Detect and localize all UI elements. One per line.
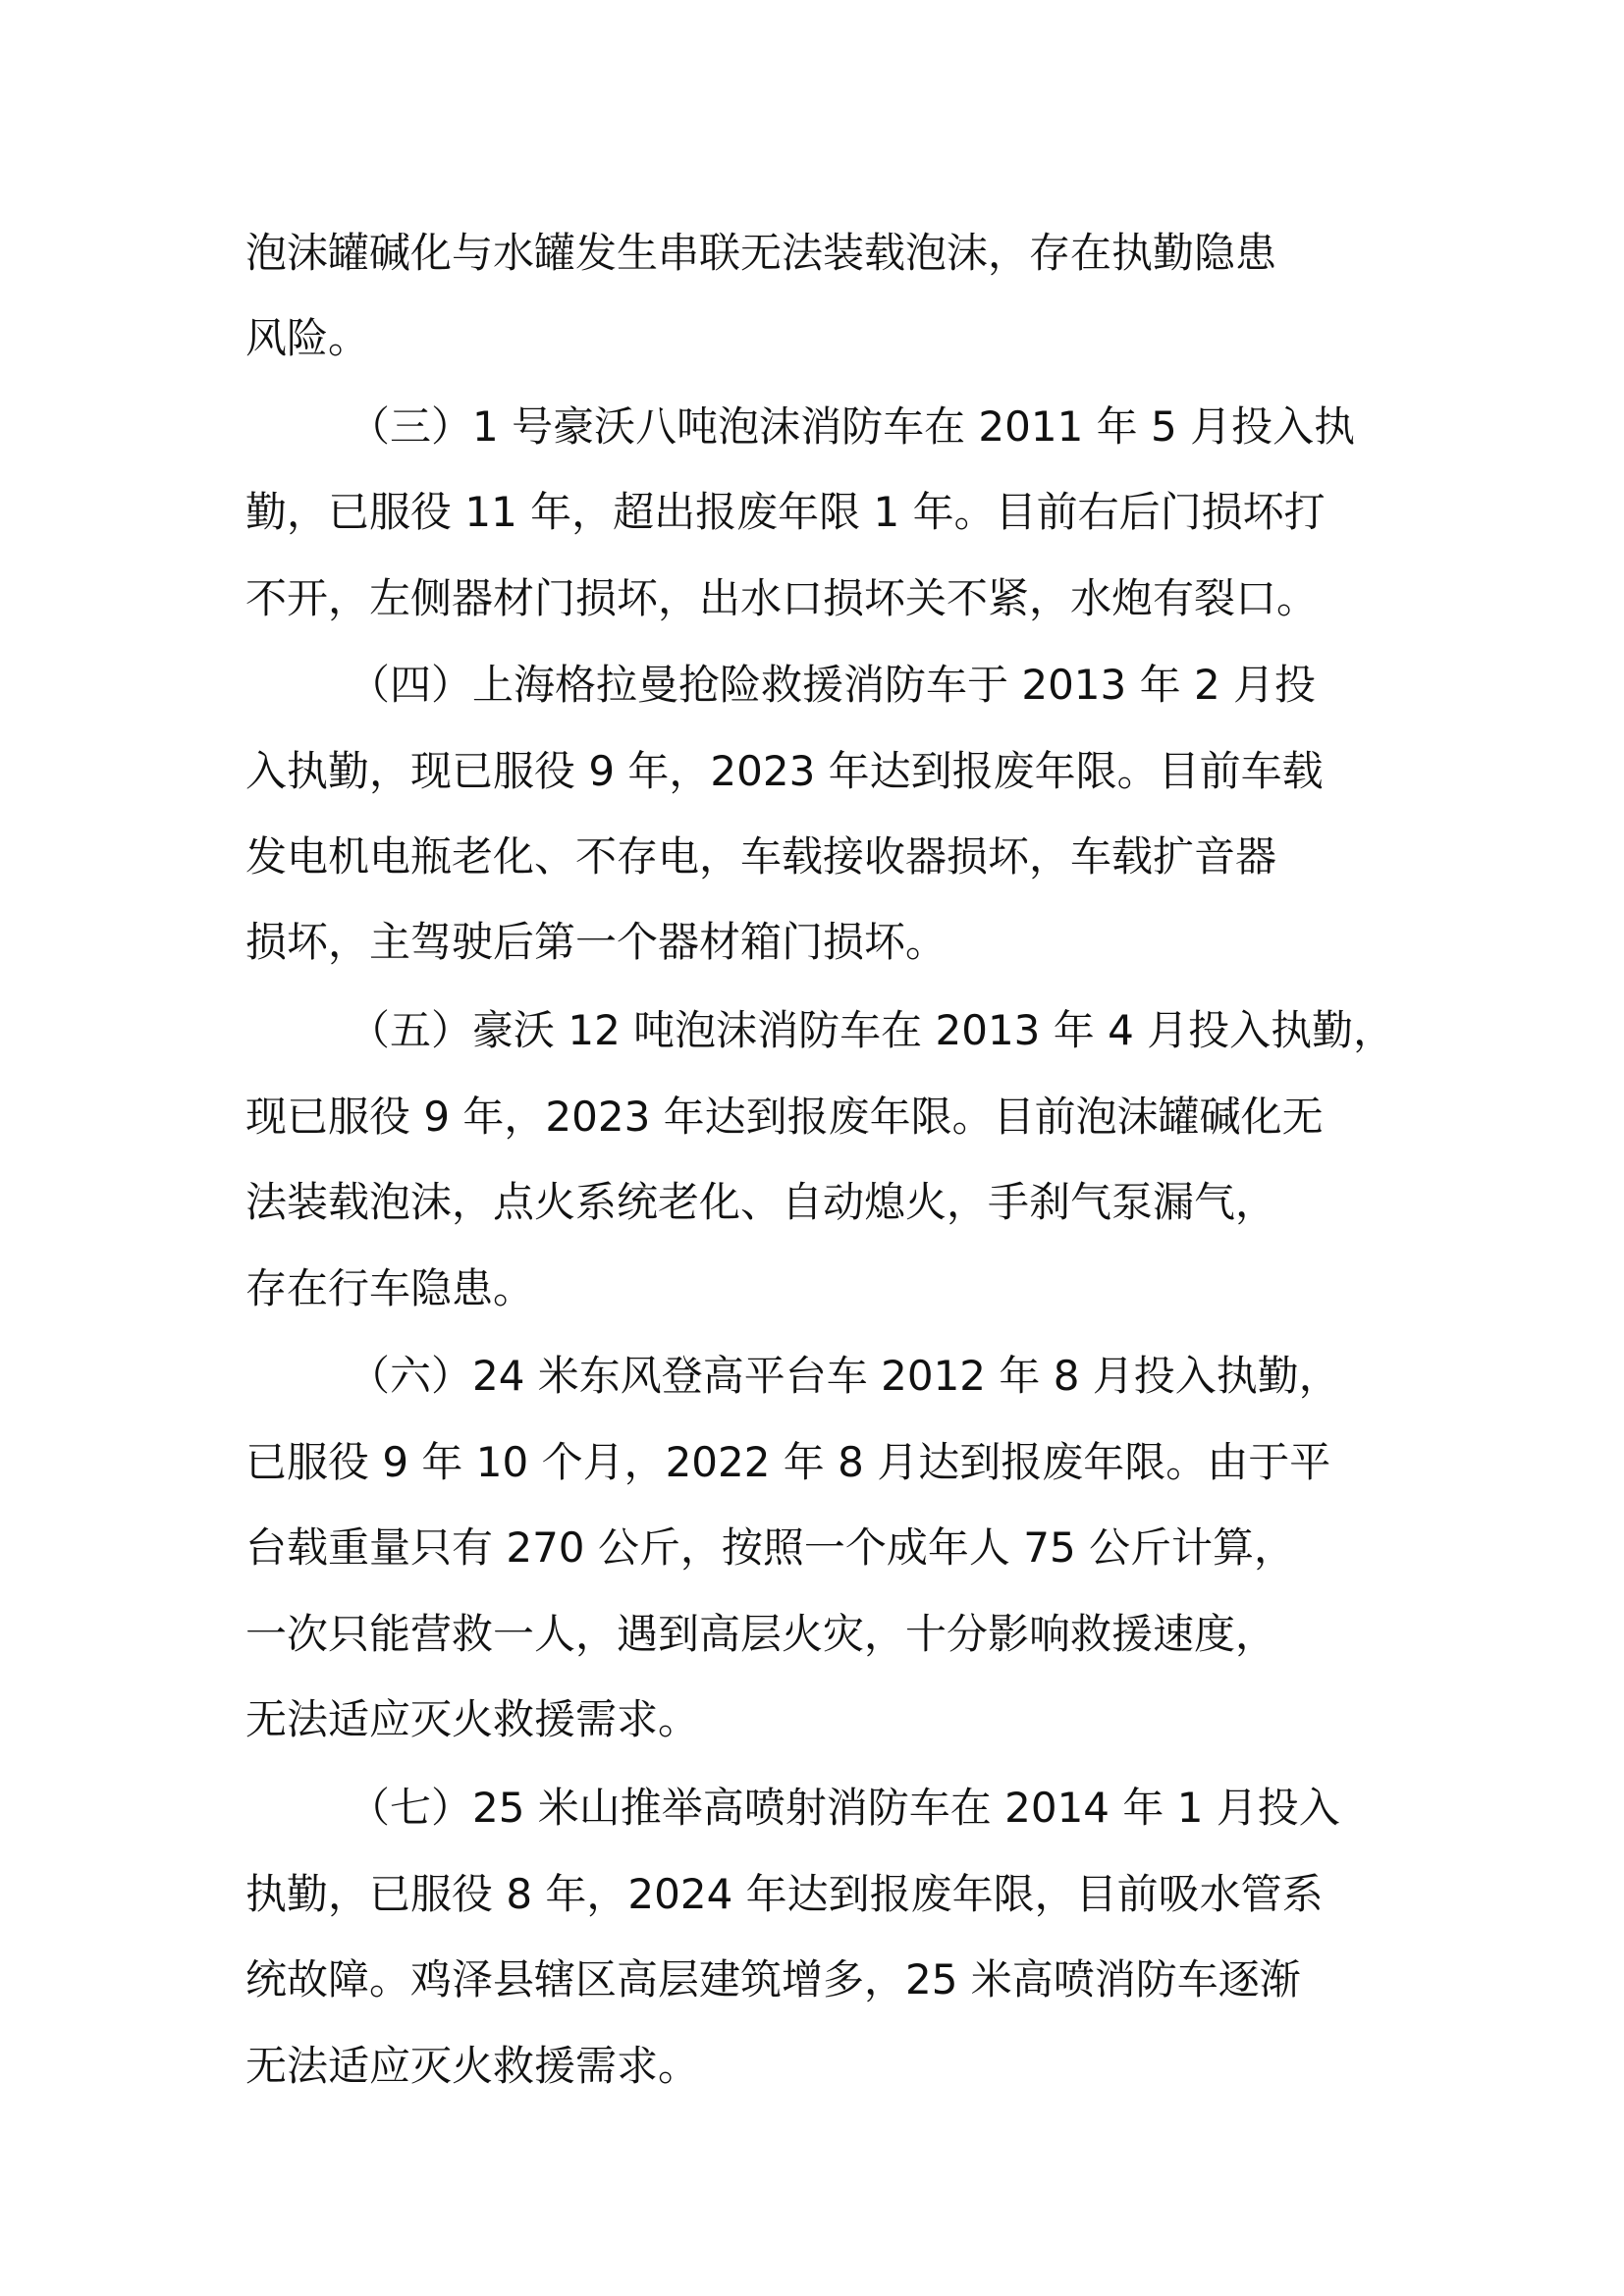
text-line: 无法适应灭火救援需求。 bbox=[245, 1695, 700, 1743]
text-line: 无法适应灭火救援需求。 bbox=[245, 2042, 700, 2090]
text-line: 统故障。鸡泽县辖区高层建筑增多，25 米高喷消防车逐渐 bbox=[245, 1955, 1301, 2003]
text-line: 现已服役 9 年，2023 年达到报废年限。目前泡沫罐碱化无 bbox=[245, 1093, 1324, 1141]
text-line: （四）上海格拉曼抢险救援消防车于 2013 年 2 月投 bbox=[349, 661, 1317, 709]
text-line: 泡沫罐碱化与水罐发生串联无法装载泡沫，存在执勤隐患 bbox=[245, 229, 1277, 277]
text-line: 台载重量只有 270 公斤，按照一个成年人 75 公斤计算， bbox=[245, 1523, 1296, 1572]
text-line: （五）豪沃 12 吨泡沫消防车在 2013 年 4 月投入执勤， bbox=[349, 1006, 1395, 1054]
text-line: 勤，已服役 11 年，超出报废年限 1 年。目前右后门损坏打 bbox=[245, 488, 1326, 536]
text-line: 损坏，主驾驶后第一个器材箱门损坏。 bbox=[245, 918, 947, 966]
text-line: （六）24 米东风登高平台车 2012 年 8 月投入执勤， bbox=[349, 1352, 1340, 1400]
text-line: 发电机电瓶老化、不存电，车载接收器损坏，车载扩音器 bbox=[245, 832, 1277, 881]
text-line: 已服役 9 年 10 个月，2022 年 8 月达到报废年限。由于平 bbox=[245, 1438, 1331, 1486]
text-line: （三）1 号豪沃八吨泡沫消防车在 2011 年 5 月投入执 bbox=[349, 402, 1356, 451]
text-line: 入执勤，现已服役 9 年，2023 年达到报废年限。目前车载 bbox=[245, 747, 1324, 795]
text-line: （七）25 米山推举高喷射消防车在 2014 年 1 月投入 bbox=[349, 1784, 1340, 1832]
text-line: 一次只能营救一人，遇到高层火灾，十分影响救援速度， bbox=[245, 1610, 1277, 1658]
text-line: 执勤，已服役 8 年，2024 年达到报废年限，目前吸水管系 bbox=[245, 1870, 1324, 1918]
text-line: 风险。 bbox=[245, 314, 370, 362]
text-line: 存在行车隐患。 bbox=[245, 1264, 535, 1312]
text-line: 不开，左侧器材门损坏，出水口损坏关不紧，水炮有裂口。 bbox=[245, 574, 1319, 622]
text-line: 法装载泡沫，点火系统老化、自动熄火，手刹气泵漏气， bbox=[245, 1178, 1277, 1226]
